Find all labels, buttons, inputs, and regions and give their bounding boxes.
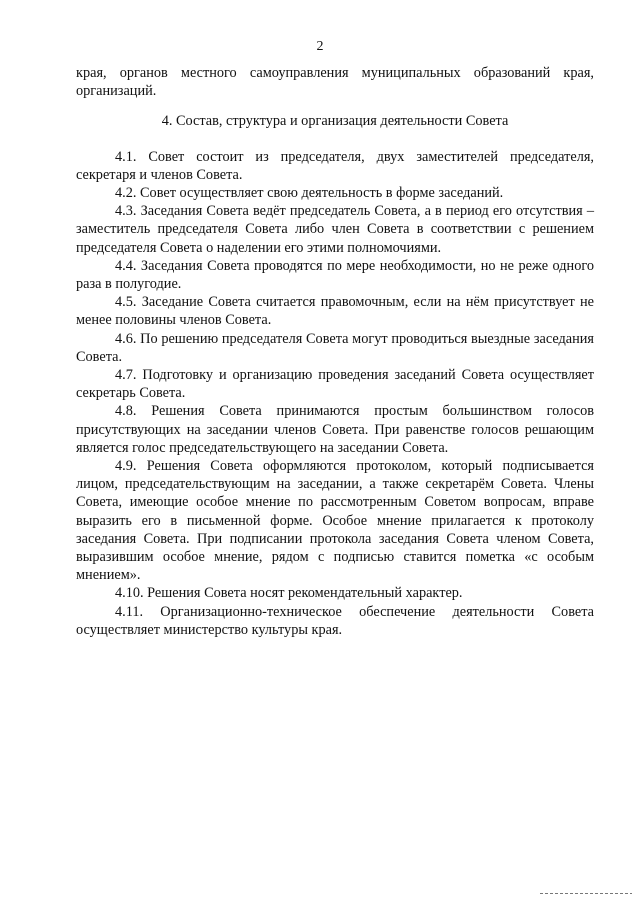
paragraph-4-7: 4.7. Подготовку и организацию проведения заседаний Совета осуществляет секретарь Совета. — [76, 367, 594, 402]
scan-edge-mark — [540, 893, 632, 894]
document-body — [76, 64, 594, 639]
paragraph-4-3: 4.3. Заседания Совета ведёт председатель Совета, а в период его отсутствия – заместитель председателя Совета либо член Совета в соответствии с решением председателя Совета о наделении его этими полномочиями. — [76, 203, 594, 256]
paragraph-4-9: 4.9. Решения Совета оформляются протоколом, который подписывается лицом, председательствующим на заседании, а также секретарём Совета. Члены Совета, имеющие особое мнение по рассмотренным Советом вопросам, вправе выразить его в письменной форме. Особое мнение прилагается к протоколу заседания Совета. При подписании протокола заседания Совета членом Совета, выразившим особое мнение, рядом с подписью ставится пометка «с особым мнением». — [76, 458, 594, 584]
page-number: 2 — [316, 39, 324, 54]
paragraph-4-8: 4.8. Решения Совета принимаются простым большинством голосов присутствующих на заседании членов Совета. При равенстве голосов решающим является голос председательствующего на заседании Совета. — [76, 403, 594, 456]
paragraph-4-5: 4.5. Заседание Совета считается правомочным, если на нём присутствует не менее половины членов Совета. — [76, 294, 594, 329]
paragraph-4-4: 4.4. Заседания Совета проводятся по мере необходимости, но не реже одного раза в полугодие. — [76, 257, 594, 293]
paragraph-4-6: 4.6. По решению председателя Совета могут проводиться выездные заседания Совета. — [76, 330, 594, 365]
paragraph-4-1: 4.1. Совет состоит из председателя, двух заместителей председателя, секретаря и членов Совета. — [76, 148, 594, 183]
paragraph-4-10: 4.10. Решения Совета носят рекомендательный характер. — [115, 585, 463, 602]
section-heading: 4. Состав, структура и организация деятельности Совета — [161, 113, 509, 130]
intro-paragraph: края, органов местного самоуправления муниципальных образований края, организаций. — [76, 65, 594, 100]
paragraph-4-11: 4.11. Организационно-техническое обеспечение деятельности Совета осуществляет министерство культуры края. — [76, 603, 594, 638]
paragraph-4-2: 4.2. Совет осуществляет свою деятельность в форме заседаний. — [115, 185, 504, 202]
